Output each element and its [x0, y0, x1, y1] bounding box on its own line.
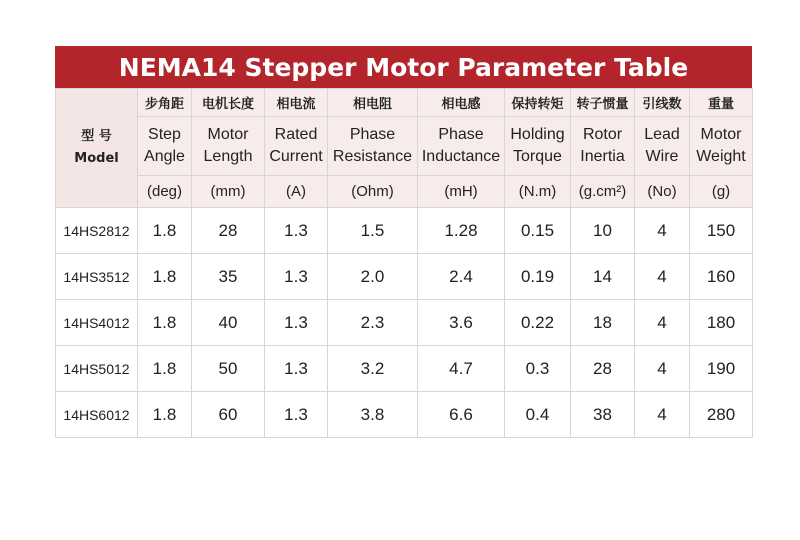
value-cell: 4	[635, 254, 690, 300]
table-title: NEMA14 Stepper Motor Parameter Table	[55, 46, 752, 88]
value-cell: 2.4	[418, 254, 505, 300]
column-unit: (g.cm²)	[571, 176, 635, 208]
column-header-zh: 电机长度	[192, 89, 265, 117]
value-cell: 1.3	[265, 300, 328, 346]
column-header-zh: 相电感	[418, 89, 505, 117]
column-header-en-line2: Wire	[645, 148, 679, 165]
model-cell: 14HS5012	[56, 346, 138, 392]
value-cell: 150	[690, 208, 753, 254]
table-row	[56, 300, 753, 346]
parameter-table	[55, 88, 753, 438]
value-cell: 18	[571, 300, 635, 346]
value-cell: 160	[690, 254, 753, 300]
value-cell: 38	[571, 392, 635, 438]
model-cell: 14HS4012	[56, 300, 138, 346]
column-header-zh: 重量	[690, 89, 753, 117]
value-cell: 4	[635, 346, 690, 392]
column-header-en-line2: Resistance	[332, 148, 413, 165]
value-cell: 50	[192, 346, 265, 392]
column-header-zh: 保持转矩	[505, 89, 571, 117]
column-header-en-line2: Length	[203, 148, 253, 165]
model-header-zh: 型 号	[81, 129, 112, 144]
value-cell: 2.0	[328, 254, 418, 300]
column-unit: (g)	[690, 176, 753, 208]
header-row-chinese	[56, 89, 753, 117]
value-cell: 190	[690, 346, 753, 392]
column-header-en	[505, 117, 571, 176]
value-cell: 6.6	[418, 392, 505, 438]
column-header-zh: 相电流	[265, 89, 328, 117]
column-header-en	[635, 117, 690, 176]
value-cell: 1.8	[138, 208, 192, 254]
value-cell: 10	[571, 208, 635, 254]
column-header-en-line2: Current	[269, 148, 323, 165]
value-cell: 0.22	[505, 300, 571, 346]
column-unit: (mm)	[192, 176, 265, 208]
value-cell: 14	[571, 254, 635, 300]
value-cell: 1.5	[328, 208, 418, 254]
column-header-en-line2: Inductance	[421, 148, 501, 165]
column-header-en-line2: Inertia	[580, 148, 625, 165]
table-body	[56, 89, 753, 438]
value-cell: 3.8	[328, 392, 418, 438]
column-header-en	[138, 117, 192, 176]
parameter-table-container	[55, 46, 752, 438]
table-row	[56, 346, 753, 392]
column-header-en-line1: Motor	[207, 126, 249, 143]
column-header-en	[418, 117, 505, 176]
column-header-en-line1: Step	[148, 126, 181, 143]
value-cell: 0.4	[505, 392, 571, 438]
column-header-zh: 转子惯量	[571, 89, 635, 117]
model-cell: 14HS3512	[56, 254, 138, 300]
value-cell: 35	[192, 254, 265, 300]
value-cell: 3.6	[418, 300, 505, 346]
column-header-en	[571, 117, 635, 176]
value-cell: 1.3	[265, 346, 328, 392]
value-cell: 4	[635, 392, 690, 438]
value-cell: 1.8	[138, 254, 192, 300]
column-header-en-line1: Rated	[274, 126, 318, 143]
column-header-en	[265, 117, 328, 176]
column-unit: (No)	[635, 176, 690, 208]
table-row	[56, 208, 753, 254]
column-unit: (Ohm)	[328, 176, 418, 208]
value-cell: 4.7	[418, 346, 505, 392]
model-header-cell	[56, 89, 138, 208]
column-header-en-line1: Lead	[644, 126, 680, 143]
header-row-english	[56, 117, 753, 176]
table-row	[56, 392, 753, 438]
column-header-en	[690, 117, 753, 176]
value-cell: 28	[571, 346, 635, 392]
column-header-en-line1: Phase	[438, 126, 484, 143]
value-cell: 1.8	[138, 346, 192, 392]
model-cell: 14HS2812	[56, 208, 138, 254]
value-cell: 1.3	[265, 392, 328, 438]
column-header-en-line1: Motor	[700, 126, 742, 143]
value-cell: 60	[192, 392, 265, 438]
model-cell: 14HS6012	[56, 392, 138, 438]
column-header-en-line1: Phase	[349, 126, 396, 143]
column-header-en	[328, 117, 418, 176]
value-cell: 280	[690, 392, 753, 438]
value-cell: 0.15	[505, 208, 571, 254]
column-unit: (N.m)	[505, 176, 571, 208]
model-header-en: Model	[74, 151, 119, 166]
column-header-en-line1: Holding	[510, 126, 565, 143]
value-cell: 1.3	[265, 254, 328, 300]
value-cell: 1.8	[138, 300, 192, 346]
value-cell: 0.19	[505, 254, 571, 300]
column-header-en-line2: Weight	[696, 148, 746, 165]
column-header-zh: 相电阻	[328, 89, 418, 117]
value-cell: 2.3	[328, 300, 418, 346]
value-cell: 0.3	[505, 346, 571, 392]
column-header-en-line2: Torque	[513, 148, 562, 165]
column-header-en	[192, 117, 265, 176]
value-cell: 4	[635, 300, 690, 346]
value-cell: 1.3	[265, 208, 328, 254]
value-cell: 40	[192, 300, 265, 346]
value-cell: 1.28	[418, 208, 505, 254]
column-unit: (deg)	[138, 176, 192, 208]
column-unit: (A)	[265, 176, 328, 208]
header-row-units	[56, 176, 753, 208]
column-header-en-line2: Angle	[144, 148, 185, 165]
column-unit: (mH)	[418, 176, 505, 208]
value-cell: 3.2	[328, 346, 418, 392]
table-row	[56, 254, 753, 300]
column-header-en-line1: Rotor	[582, 126, 623, 143]
value-cell: 4	[635, 208, 690, 254]
column-header-zh: 引线数	[635, 89, 690, 117]
column-header-zh: 步角距	[138, 89, 192, 117]
value-cell: 28	[192, 208, 265, 254]
value-cell: 180	[690, 300, 753, 346]
value-cell: 1.8	[138, 392, 192, 438]
